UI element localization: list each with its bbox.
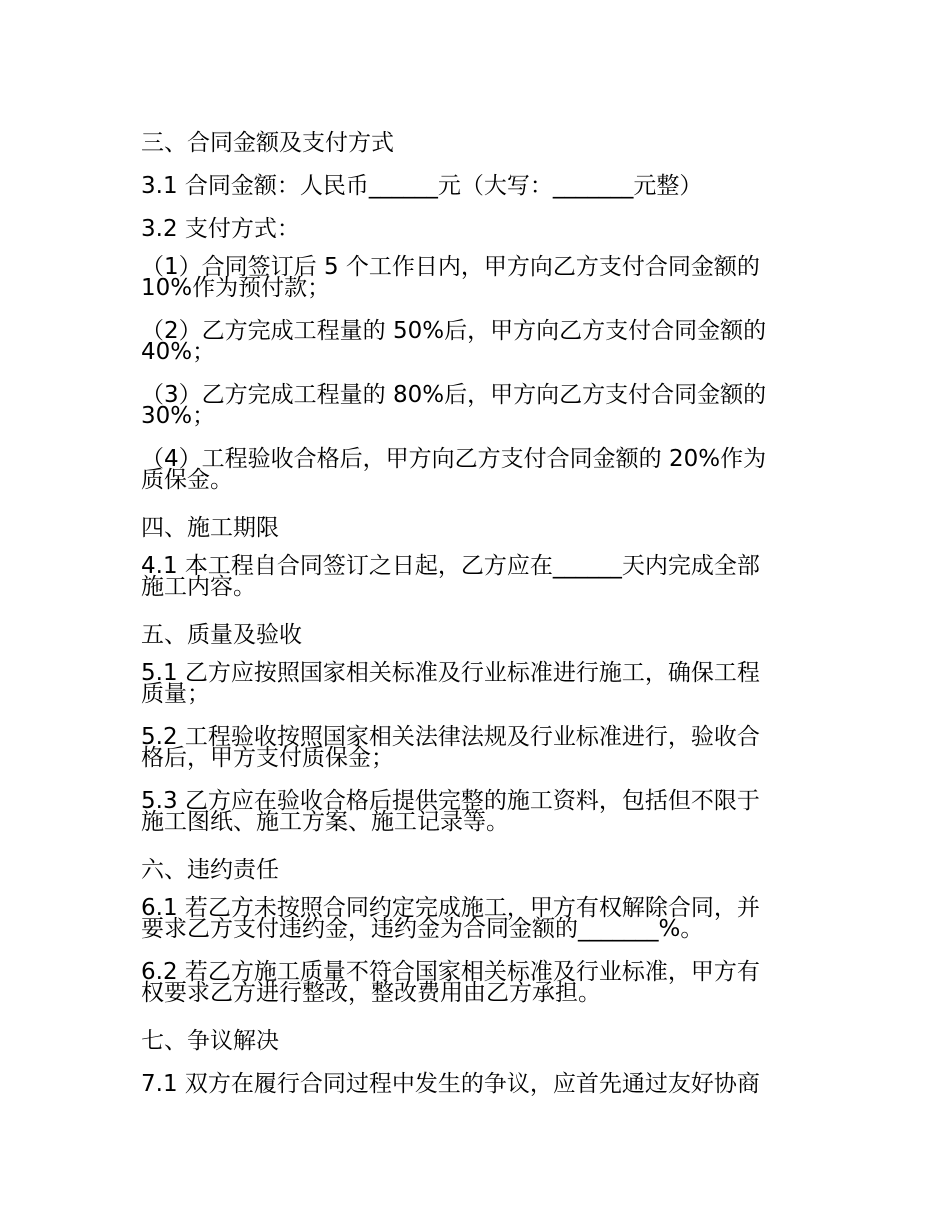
document-page (141, 128, 821, 1112)
clause-6-1: 6.1 若乙方未按照合同约定完成施工，甲方有权解除合同，并 要求乙方支付违约金，违约金为合同金额的_______%。 (141, 895, 760, 942)
clause-5-1: 5.1 乙方应按照国家相关标准及行业标准进行施工，确保工程 质量； (141, 660, 760, 707)
payment-item-4: （4）工程验收合格后，甲方向乙方支付合同金额的 20%作为 质保金。 (141, 446, 767, 493)
clause-5-2: 5.2 工程验收按照国家相关法律法规及行业标准进行，验收合 格后，甲方支付质保金； (141, 724, 760, 771)
clause-5-3: 5.3 乙方应在验收合格后提供完整的施工资料，包括但不限于 施工图纸、施工方案、施工记录等。 (141, 788, 760, 835)
section-heading-3: 三、合同金额及支付方式 (141, 130, 394, 156)
section-heading-6: 六、违约责任 (141, 857, 279, 883)
clause-6-2: 6.2 若乙方施工质量不符合国家相关标准及行业标准，甲方有 权要求乙方进行整改，整改费用由乙方承担。 (141, 959, 760, 1006)
clause-3-2: 3.2 支付方式： (141, 216, 300, 242)
payment-item-3: （3）乙方完成工程量的 80%后，甲方向乙方支付合同金额的 30%； (141, 382, 767, 429)
clause-4-1: 4.1 本工程自合同签订之日起，乙方应在______天内完成全部 施工内容。 (141, 553, 760, 600)
clause-7-1: 7.1 双方在履行合同过程中发生的争议，应首先通过友好协商 (141, 1071, 760, 1097)
section-heading-7: 七、争议解决 (141, 1028, 279, 1054)
section-heading-5: 五、质量及验收 (141, 622, 302, 648)
payment-item-2: （2）乙方完成工程量的 50%后，甲方向乙方支付合同金额的 40%； (141, 318, 767, 365)
section-heading-4: 四、施工期限 (141, 515, 279, 541)
clause-3-1: 3.1 合同金额：人民币______元（大写：_______元整） (141, 173, 703, 199)
payment-item-1: （1）合同签订后 5 个工作日内，甲方向乙方支付合同金额的 10%作为预付款； (141, 254, 760, 301)
